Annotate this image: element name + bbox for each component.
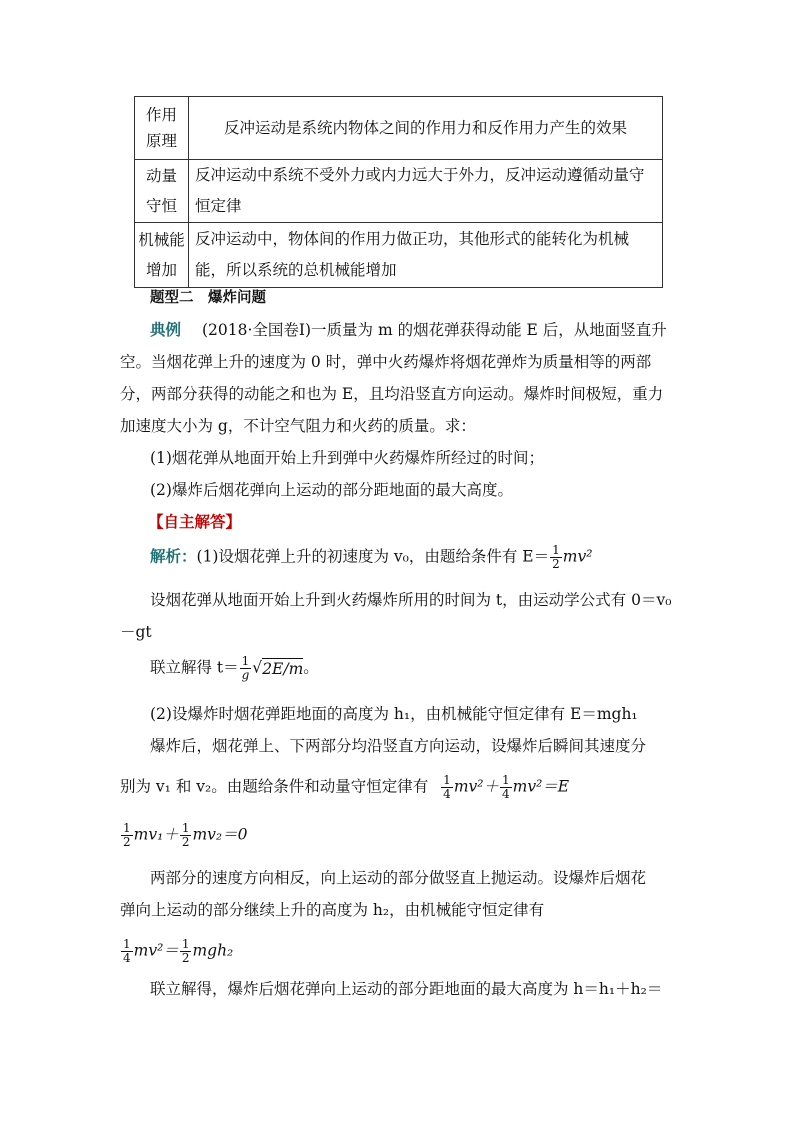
example-text: 一质量为 m 的烟花弹获得动能 E 后，从地面竖直升 — [311, 321, 667, 339]
example-label: 典例 — [150, 320, 182, 339]
example-source: (2018·全国卷Ⅰ) — [201, 321, 312, 339]
table-row — [135, 97, 663, 160]
sqrt-content: 2E/m — [262, 660, 304, 678]
fraction: $\frac{1}{2}$ — [181, 821, 190, 849]
solution-line-7: 别为 v₁ 和 v₂。由题给条件和动量守恒定律有 $\frac{1}{4}$ mv²＋ $\frac{1}{4}$ mv²＝E — [120, 773, 570, 801]
self-answer-heading: 【自主解答】 — [148, 512, 242, 531]
example-line-4: 加速度大小为 g，不计空气阻力和火药的质量。求： — [120, 417, 476, 435]
question-1: (1)烟花弹从地面开始上升到弹中火药爆炸所经过的时间； — [150, 449, 544, 467]
fraction: $\frac{1}{4}$ — [123, 937, 131, 965]
reaction-table — [134, 96, 663, 288]
fraction: $\frac{1}{2}$ — [123, 821, 131, 849]
solution-line-12: 联立解得，爆炸后烟花弹向上运动的部分距地面的最大高度为 h＝h₁＋h₂＝ — [150, 980, 663, 998]
sqrt-symbol: √ — [252, 658, 263, 677]
solution-line-11: $\frac{1}{4}$ mv²＝ $\frac{1}{2}$ mgh₂ — [123, 937, 234, 965]
solution-line-6: 爆炸后，烟花弹上、下两部分均沿竖直方向运动，设爆炸后瞬间其速度分 — [150, 737, 647, 755]
table-row — [135, 223, 663, 288]
fraction: $\frac{1}{4}$ — [443, 773, 451, 801]
solution-line-5: (2)设爆炸时烟花弹距地面的高度为 h₁，由机械能守恒定律有 E＝mgh₁ — [150, 705, 638, 723]
row-key: 动量 守恒 — [135, 160, 189, 223]
table-row — [135, 160, 663, 223]
row-key: 作用 原理 — [135, 97, 189, 160]
row-value: 反冲运动中系统不受外力或内力远大于外力，反冲运动遵循动量守恒定律 — [189, 160, 663, 223]
solution-line-9: 两部分的速度方向相反，向上运动的部分做竖直上抛运动。设爆炸后烟花 — [150, 869, 647, 887]
solution-line-10: 弹向上运动的部分继续上升的高度为 h₂，由机械能守恒定律有 — [120, 901, 545, 919]
solution-line-8: $\frac{1}{2}$ mv₁＋ $\frac{1}{2}$ mv₂＝0 — [123, 821, 248, 849]
fraction: $\frac{1}{g}$ — [241, 654, 250, 682]
row-value: 反冲运动中，物体间的作用力做正功，其他形式的能转化为机械能，所以系统的总机械能增加 — [189, 223, 663, 288]
solution-label: 解析： — [150, 546, 197, 566]
fraction: $\frac{1}{2}$ — [552, 543, 560, 571]
fraction: $\frac{1}{2}$ — [181, 937, 190, 965]
solution-line-2: 设烟花弹从地面开始上升到火药爆炸所用的时间为 t，由运动学公式有 0＝v₀ — [150, 591, 672, 609]
example-line-3: 分，两部分获得的动能之和也为 E，且均沿竖直方向运动。爆炸时间极短，重力 — [120, 385, 664, 403]
section-title: 题型二 爆炸问题 — [150, 289, 266, 306]
row-value: 反冲运动是系统内物体之间的作用力和反作用力产生的效果 — [189, 97, 663, 160]
example-line-2: 空。当烟花弹上升的速度为 0 时，弹中火药爆炸将烟花弹炸为质量相等的两部 — [120, 353, 652, 371]
example-line-1 — [150, 320, 667, 340]
solution-line-3: －gt — [120, 623, 152, 641]
solution-line-1: 解析：(1)设烟花弹上升的初速度为 v₀，由题给条件有 E＝ $\frac{1}{2}$ mv² — [150, 543, 593, 571]
row-key: 机械能 增加 — [135, 223, 189, 288]
question-2: (2)爆炸后烟花弹向上运动的部分距地面的最大高度。 — [150, 481, 513, 499]
fraction: $\frac{1}{4}$ — [501, 773, 510, 801]
solution-line-4: 联立解得 t＝ $\frac{1}{g}$ √2E/m。 — [150, 654, 319, 682]
solution-text: (1)设烟花弹上升的初速度为 v₀，由题给条件有 E＝ — [196, 547, 550, 566]
